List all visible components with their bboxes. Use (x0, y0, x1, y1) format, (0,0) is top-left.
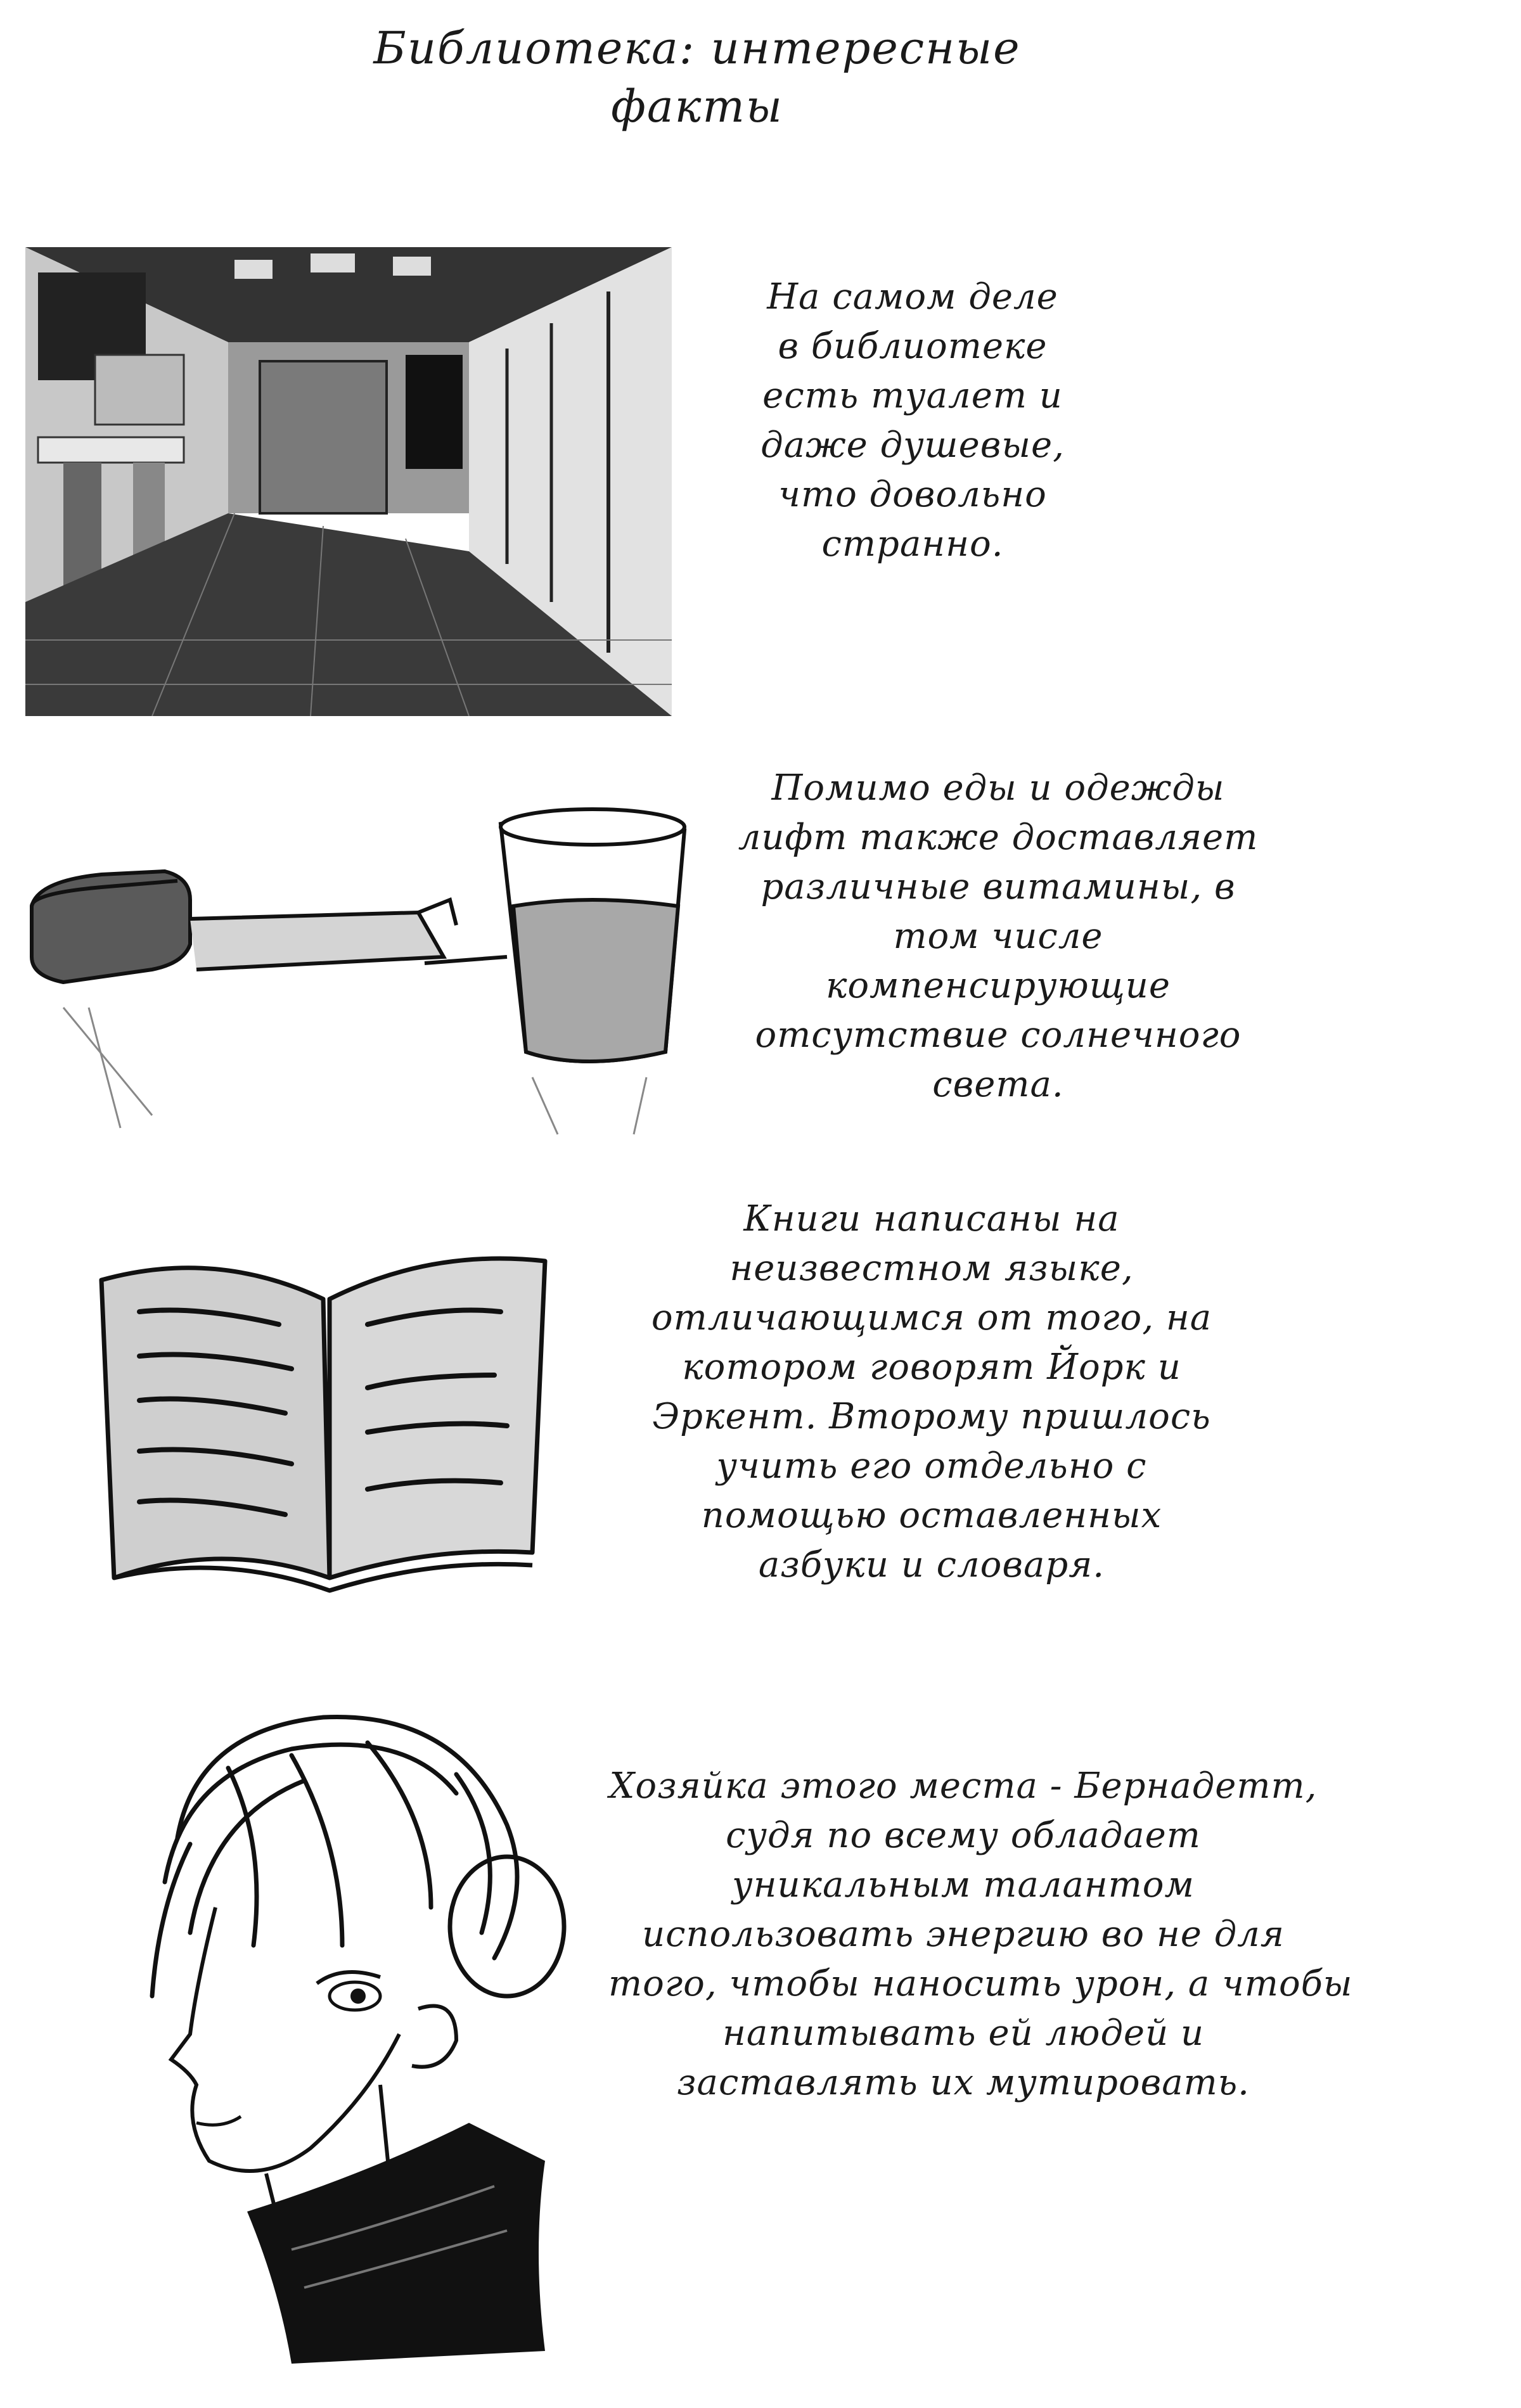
open-book-illustration (89, 1223, 570, 1603)
fact-4-line: судя по всему обладает (726, 1815, 1201, 1856)
fact-2-line: Помимо еды и одежды (771, 767, 1225, 809)
fact-2-line: том числе (893, 916, 1103, 957)
fact-1-line: что довольно (778, 474, 1047, 515)
portrait-illustration (101, 1679, 583, 2376)
fact-4-line: уникальным талантом (732, 1864, 1195, 1905)
fact-3-line: помощью оставленных (701, 1495, 1162, 1536)
fact-3-line: Эркент. Второму пришлось (652, 1396, 1211, 1437)
fact-1-line: даже душевые, (760, 425, 1065, 466)
fact-3 (646, 1194, 1217, 1590)
fact-1-line: На самом деле (767, 276, 1058, 317)
fact-3-line: неизвестном языке, (729, 1248, 1134, 1289)
page-title (0, 19, 1394, 136)
fact-1-line: есть туалет и (762, 375, 1063, 416)
fact-3-line: Книги написаны на (743, 1198, 1120, 1239)
fact-2-line: компенсирующие (825, 965, 1171, 1006)
fact-1-line: в библиотеке (778, 326, 1048, 367)
fact-3-line: котором говорят Йорк и (682, 1347, 1181, 1388)
fact-4-line: использовать энергию во не для (642, 1914, 1285, 1955)
fact-2 (729, 764, 1268, 1110)
fact-4-line: заставлять их мутировать. (677, 2062, 1250, 2103)
fact-2-line: различные витамины, в (760, 866, 1236, 907)
fact-2-line: света. (932, 1064, 1064, 1105)
restroom-illustration (25, 247, 672, 716)
fact-4 (608, 1762, 1353, 2108)
page-title-line-2: факты (611, 80, 783, 132)
fact-4-line: напитывать ей людей и (722, 2013, 1205, 2054)
page-title-line-1: Библиотека: интересные (373, 22, 1021, 74)
fact-1 (684, 272, 1141, 569)
fact-3-line: отличающимся от того, на (651, 1297, 1212, 1338)
fact-2-line: лифт также доставляет (738, 817, 1259, 858)
fact-3-line: учить его отдельно с (716, 1445, 1147, 1487)
fact-3-line: азбуки и словаря. (758, 1544, 1105, 1585)
fact-4-line: того, чтобы наносить урон, а чтобы (608, 1963, 1353, 2004)
fact-2-line: отсутствие солнечного (755, 1015, 1242, 1056)
vitamins-illustration (13, 798, 710, 1141)
fact-1-line: странно. (821, 523, 1004, 565)
fact-4-line: Хозяйка этого места - Бернадетт, (609, 1765, 1318, 1807)
